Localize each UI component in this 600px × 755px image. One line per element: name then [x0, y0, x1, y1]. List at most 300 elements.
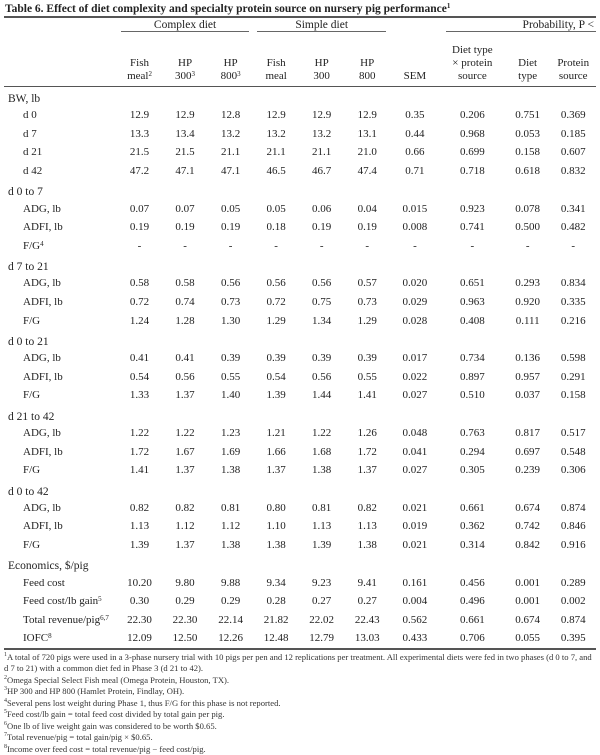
table-cell: 0.56	[266, 277, 286, 290]
table-cell: 1.13	[129, 520, 150, 533]
table-cell: 0.846	[560, 520, 586, 533]
table-cell: 1.22	[129, 427, 150, 440]
table-row	[4, 424, 596, 443]
col-protein-source: Protein source	[550, 33, 596, 87]
table-cell: 47.1	[175, 165, 195, 178]
table-cell: 47.1	[220, 165, 241, 178]
footnote: $^4$Several pens lost weight during Phase 1, thus F/G for this phase is not reported.	[4, 697, 281, 708]
table-cell: 13.2	[266, 127, 286, 140]
table-cell: 0.697	[515, 445, 541, 458]
table-cell: 0.362	[459, 520, 485, 533]
section-header	[4, 180, 596, 199]
row-label: Feed cost	[23, 576, 65, 589]
row-label: F/G	[23, 314, 41, 327]
section-title: d 0 to 42	[8, 485, 49, 498]
table-row	[4, 629, 596, 649]
table-cell: 0.136	[515, 352, 541, 365]
table-cell: 0.021	[402, 501, 428, 514]
table-cell: 22.43	[354, 613, 380, 626]
table-cell: -	[137, 239, 142, 252]
row-label: ADFI, lb	[23, 370, 63, 383]
table-cell: 1.28	[175, 314, 195, 327]
group-simple-diet: Simple diet	[257, 19, 386, 32]
table-cell: 0.674	[515, 501, 541, 514]
table-cell: 0.562	[402, 613, 428, 626]
table-cell: 0.041	[402, 445, 428, 458]
table-row	[4, 517, 596, 536]
table-cell: 0.82	[129, 501, 150, 514]
table-cell: 0.19	[220, 221, 241, 234]
table-cell: -	[319, 239, 324, 252]
column-header-row	[4, 33, 596, 87]
table-cell: 0.020	[402, 277, 428, 290]
table-cell: 0.015	[402, 202, 428, 215]
table-cell: 13.1	[357, 127, 377, 140]
table-cell: 0.834	[560, 277, 586, 290]
table-cell: 0.510	[459, 389, 485, 402]
table-cell: 12.8	[220, 109, 241, 122]
table-cell: 1.26	[357, 427, 377, 440]
table-cell: -	[228, 239, 233, 252]
table-cell: 21.1	[220, 146, 241, 159]
table-cell: 1.10	[266, 520, 286, 533]
table-row	[4, 499, 596, 518]
table-cell: 21.0	[357, 146, 377, 159]
table-cell: -	[525, 239, 530, 252]
table-cell: 0.027	[402, 464, 428, 477]
table-title-text: Table 6. Effect of diet complexity and specialty protein source on nursery pig performance	[5, 3, 447, 15]
table-cell: 0.291	[560, 370, 586, 383]
col-interaction: Diet type × protein source	[440, 33, 505, 87]
table-cell: 0.81	[220, 501, 241, 514]
table-row	[4, 442, 596, 461]
table-cell: 9.41	[357, 576, 377, 589]
table-cell: 0.741	[459, 221, 485, 234]
table-cell: 12.79	[299, 629, 345, 649]
footnote: $^2$Omega Special Select Fish meal (Omega Protein, Houston, TX).	[4, 674, 230, 685]
table-cell: 0.053	[515, 127, 541, 140]
footnote: $^7$Total revenue/pig = total gain/pig × $0.65.	[4, 732, 153, 743]
table-cell: 0.482	[560, 221, 586, 234]
table-cell: 1.24	[129, 314, 150, 327]
table-cell: 1.39	[266, 389, 286, 402]
table-cell: 0.07	[129, 202, 150, 215]
table-cell: 0.019	[402, 520, 428, 533]
table-cell: 0.651	[459, 277, 485, 290]
table-cell: 9.88	[220, 576, 241, 589]
table-cell: 13.2	[312, 127, 332, 140]
table-cell: 0.874	[560, 613, 586, 626]
table-row	[4, 573, 596, 592]
table-cell: 12.26	[208, 629, 254, 649]
table-cell: 0.957	[515, 370, 541, 383]
footnote: $^1$A total of 720 pigs were used in a 3-phase nursery trial with 10 pigs per pen and 12 replications per treatment. All experimental diets were fed in two phases (d 0 to 7, and d 7 to 21) with a common diet fed in Phase 3 (d 21 to 42).	[4, 651, 592, 674]
table-cell: 0.55	[220, 370, 241, 383]
table-cell: 13.3	[129, 127, 150, 140]
table-cell: 0.185	[560, 127, 586, 140]
table-cell: 1.29	[266, 314, 286, 327]
group-probability: Probability, P <	[446, 19, 596, 32]
table-cell: 47.2	[129, 165, 150, 178]
table-cell: 0.027	[402, 389, 428, 402]
table-cell: 0.734	[459, 352, 485, 365]
table-cell: 1.22	[175, 427, 195, 440]
table-cell: 0.500	[515, 221, 541, 234]
table-cell: 0.39	[220, 352, 241, 365]
section-header	[4, 480, 596, 499]
table-cell: 22.14	[218, 613, 243, 626]
footnote: $^8$Income over feed cost = total revenue/pig − feed cost/pig.	[4, 743, 206, 754]
table-cell: 0.763	[459, 427, 485, 440]
table-cell: 0.206	[459, 109, 485, 122]
table-cell: 0.751	[515, 109, 541, 122]
section-title: d 0 to 7	[8, 186, 43, 199]
footnotes	[4, 652, 596, 755]
table-cell: 0.021	[402, 538, 428, 551]
table-cell: 1.22	[312, 427, 332, 440]
data-table	[4, 16, 596, 650]
table-cell: 0.341	[560, 202, 586, 215]
table-cell: 0.897	[459, 370, 485, 383]
table-cell: 12.9	[357, 109, 377, 122]
footnote: $^6$One lb of live weight gain was considered to be worth $0.65.	[4, 720, 217, 731]
table-cell: 13.03	[344, 629, 390, 649]
table-cell: 1.13	[357, 520, 377, 533]
table-cell: 1.41	[129, 464, 150, 477]
table-cell: 0.718	[459, 165, 485, 178]
table-cell: 0.548	[560, 445, 586, 458]
row-label: IOFC$^8$	[4, 629, 117, 649]
table-cell: 0.80	[266, 501, 286, 514]
table-cell: 1.72	[357, 445, 377, 458]
table-cell: 0.306	[560, 464, 586, 477]
table-cell: 0.55	[357, 370, 377, 383]
table-cell: 0.74	[175, 296, 195, 309]
row-label: Feed cost/lb gain$^5$	[23, 595, 102, 608]
col-diet-type: Diet type	[505, 33, 551, 87]
table-row	[4, 106, 596, 125]
footnote: $^5$Feed cost/lb gain = total feed cost divided by total gain per pig.	[4, 709, 225, 720]
table-cell: 21.1	[312, 146, 332, 159]
table-cell: 0.158	[560, 389, 586, 402]
table-row	[4, 386, 596, 405]
row-label: ADG, lb	[23, 352, 61, 365]
table-cell: 0.001	[515, 595, 541, 608]
table-row	[4, 536, 596, 555]
table-cell: 1.12	[220, 520, 241, 533]
table-cell: 0.27	[357, 595, 377, 608]
row-label: ADFI, lb	[23, 445, 63, 458]
table-cell: 1.38	[312, 464, 332, 477]
table-cell: 0.161	[402, 576, 428, 589]
table-cell: 0.29	[175, 595, 195, 608]
table-cell: 0.19	[129, 221, 150, 234]
table-cell: 0.41	[129, 352, 150, 365]
table-cell: 12.9	[175, 109, 195, 122]
table-cell: 0.293	[515, 277, 541, 290]
table-cell: 22.30	[172, 613, 198, 626]
table-cell: 1.33	[129, 389, 150, 402]
table-cell: 12.48	[253, 629, 299, 649]
row-label: ADFI, lb	[23, 296, 63, 309]
section-title: d 7 to 21	[8, 261, 49, 274]
table-cell: 0.289	[560, 576, 586, 589]
table-cell: 0.674	[515, 613, 541, 626]
col-complex-hp300: HP $300^3$	[162, 33, 208, 87]
table-cell: -	[571, 239, 576, 252]
table-cell: 12.9	[312, 109, 332, 122]
row-label: F/G	[23, 389, 41, 402]
table-cell: 0.73	[220, 296, 241, 309]
row-label: ADG, lb	[23, 202, 61, 215]
table-cell: 0.395	[550, 629, 596, 649]
table-figure	[4, 2, 596, 755]
table-cell: 9.23	[312, 576, 332, 589]
table-row	[4, 368, 596, 387]
table-cell: 0.29	[220, 595, 241, 608]
table-cell: 22.30	[127, 613, 152, 626]
table-cell: 21.5	[129, 146, 150, 159]
table-cell: 1.38	[266, 538, 286, 551]
table-cell: 0.078	[515, 202, 541, 215]
table-cell: 0.029	[402, 296, 428, 309]
table-cell: 0.58	[175, 277, 195, 290]
table-cell: 0.82	[175, 501, 195, 514]
table-cell: 0.607	[560, 146, 586, 159]
table-cell: 0.30	[129, 595, 150, 608]
table-cell: 0.07	[175, 202, 195, 215]
table-cell: 1.37	[266, 464, 286, 477]
table-cell: 1.40	[220, 389, 241, 402]
table-cell: 0.618	[515, 165, 541, 178]
table-cell: 0.832	[560, 165, 586, 178]
table-cell: 0.54	[266, 370, 286, 383]
table-cell: -	[470, 239, 475, 252]
table-cell: 0.75	[312, 296, 332, 309]
table-cell: 1.29	[357, 314, 377, 327]
table-cell: 21.1	[266, 146, 286, 159]
table-cell: 1.68	[312, 445, 332, 458]
table-cell: 0.56	[220, 277, 241, 290]
table-cell: 1.39	[312, 538, 332, 551]
table-cell: -	[413, 239, 417, 252]
col-simple-fish-meal: Fish meal	[253, 33, 299, 87]
row-label: ADG, lb	[23, 501, 61, 514]
table-cell: 0.39	[266, 352, 286, 365]
table-cell: -	[365, 239, 370, 252]
table-cell: 0.82	[357, 501, 377, 514]
table-cell: 0.54	[129, 370, 150, 383]
table-cell: 13.4	[175, 127, 195, 140]
table-row	[4, 125, 596, 144]
group-header-row	[4, 17, 596, 33]
table-cell: 0.055	[505, 629, 551, 649]
table-cell: 0.314	[459, 538, 485, 551]
table-cell: 0.817	[515, 427, 541, 440]
table-cell: 9.80	[175, 576, 195, 589]
table-cell: 1.37	[175, 389, 195, 402]
footnote: $^3$HP 300 and HP 800 (Hamlet Protein, Findlay, OH).	[4, 686, 185, 697]
table-cell: 0.216	[560, 314, 586, 327]
table-cell: 0.39	[357, 352, 377, 365]
table-cell: 0.18	[266, 221, 286, 234]
table-cell: 12.09	[117, 629, 163, 649]
col-complex-hp800: HP $800^3$	[208, 33, 254, 87]
col-sem: SEM	[390, 33, 440, 87]
table-cell: 21.82	[263, 613, 289, 626]
table-row	[4, 592, 596, 611]
table-row	[4, 610, 596, 629]
table-cell: 0.916	[560, 538, 586, 551]
table-cell: 0.017	[402, 352, 428, 365]
row-label: ADG, lb	[23, 277, 61, 290]
table-cell: 0.27	[312, 595, 332, 608]
section-title: BW, lb	[8, 93, 41, 105]
table-row	[4, 237, 596, 256]
col-simple-hp800: HP 800	[344, 33, 390, 87]
table-cell: -	[274, 239, 278, 252]
table-title	[4, 2, 596, 16]
table-cell: 12.9	[129, 109, 150, 122]
table-cell: 0.41	[175, 352, 195, 365]
table-cell: 1.21	[266, 427, 286, 440]
section-title: d 0 to 21	[8, 335, 49, 348]
table-cell: 0.598	[560, 352, 586, 365]
table-cell: 1.67	[175, 445, 195, 458]
table-row	[4, 199, 596, 218]
table-cell: 0.05	[266, 202, 286, 215]
table-cell: 0.923	[459, 202, 485, 215]
table-cell: 46.7	[312, 165, 332, 178]
row-label: $F/G^4$	[23, 239, 44, 252]
table-cell: 0.111	[515, 314, 540, 327]
table-row	[4, 293, 596, 312]
table-cell: 0.496	[459, 595, 485, 608]
table-cell: 0.408	[459, 314, 485, 327]
table-cell: 1.72	[129, 445, 150, 458]
table-cell: 1.37	[175, 464, 195, 477]
table-cell: 47.4	[357, 165, 377, 178]
table-row	[4, 461, 596, 480]
table-cell: 0.294	[459, 445, 485, 458]
section-header	[4, 87, 596, 107]
table-cell: 0.028	[402, 314, 428, 327]
table-cell: 0.369	[560, 109, 586, 122]
table-cell: 12.9	[266, 109, 286, 122]
table-cell: 0.239	[515, 464, 541, 477]
table-cell: 0.335	[560, 296, 586, 309]
table-cell: 0.39	[312, 352, 332, 365]
table-row	[4, 349, 596, 368]
table-cell: 0.661	[459, 613, 485, 626]
table-cell: 0.56	[312, 370, 332, 383]
row-label: ADFI, lb	[23, 520, 63, 533]
table-cell: 0.874	[560, 501, 586, 514]
table-cell: 0.44	[405, 127, 425, 140]
table-body	[4, 87, 596, 649]
table-cell: 46.5	[266, 165, 286, 178]
table-cell: 0.305	[459, 464, 485, 477]
row-label: d 42	[23, 165, 43, 178]
table-cell: 0.008	[402, 221, 428, 234]
table-cell: 1.38	[220, 538, 241, 551]
table-cell: 0.158	[515, 146, 541, 159]
table-cell: 1.66	[266, 445, 286, 458]
table-cell: 0.06	[312, 202, 332, 215]
table-row	[4, 162, 596, 181]
table-cell: 0.963	[459, 296, 485, 309]
table-cell: 21.5	[175, 146, 195, 159]
row-label: d 21	[23, 146, 43, 159]
section-header	[4, 255, 596, 274]
table-cell: 0.73	[357, 296, 377, 309]
table-cell: 1.12	[175, 520, 195, 533]
table-cell: 0.742	[515, 520, 541, 533]
section-header	[4, 405, 596, 424]
row-label: F/G	[23, 538, 41, 551]
table-cell: 0.56	[175, 370, 195, 383]
table-cell: 1.37	[357, 464, 377, 477]
table-cell: 0.71	[405, 165, 425, 178]
table-cell: 0.81	[312, 501, 332, 514]
table-cell: 0.022	[402, 370, 428, 383]
row-label: ADFI, lb	[23, 221, 63, 234]
table-cell: 1.39	[129, 538, 150, 551]
table-cell: 10.20	[127, 576, 152, 589]
section-title: Economics, $/pig	[8, 560, 89, 573]
table-cell: 9.34	[266, 576, 286, 589]
group-complex-diet: Complex diet	[121, 19, 250, 32]
table-cell: 1.41	[357, 389, 377, 402]
table-cell: 1.69	[220, 445, 241, 458]
table-cell: 0.968	[459, 127, 485, 140]
table-row	[4, 274, 596, 293]
table-cell: 13.2	[220, 127, 241, 140]
table-row	[4, 218, 596, 237]
col-simple-hp300: HP 300	[299, 33, 345, 87]
table-cell: 1.23	[220, 427, 241, 440]
table-cell: 1.38	[357, 538, 377, 551]
section-header	[4, 330, 596, 349]
table-cell: 0.037	[515, 389, 541, 402]
table-cell: 0.28	[266, 595, 286, 608]
table-cell: 0.66	[405, 146, 425, 159]
table-cell: 1.30	[220, 314, 241, 327]
table-cell: 0.72	[129, 296, 150, 309]
table-cell: 0.456	[459, 576, 485, 589]
table-row	[4, 311, 596, 330]
table-cell: 0.72	[266, 296, 286, 309]
table-cell: 0.517	[560, 427, 586, 440]
row-label: d 0	[23, 109, 37, 122]
table-cell: 0.433	[390, 629, 440, 649]
table-cell: 0.05	[220, 202, 241, 215]
table-cell: 0.920	[515, 296, 541, 309]
table-cell: 1.44	[312, 389, 332, 402]
col-complex-fish-meal: Fish meal$^2$	[117, 33, 163, 87]
table-cell: -	[183, 239, 187, 252]
row-label: Total revenue/pig$^{6,7}$	[23, 613, 109, 626]
table-row	[4, 143, 596, 162]
table-cell: 0.57	[357, 277, 377, 290]
table-cell: 0.19	[312, 221, 332, 234]
table-cell: 0.04	[357, 202, 377, 215]
table-cell: 0.842	[515, 538, 541, 551]
table-cell: 0.56	[312, 277, 332, 290]
row-label: d 7	[23, 127, 37, 140]
table-cell: 0.58	[129, 277, 150, 290]
table-cell: 0.661	[459, 501, 485, 514]
